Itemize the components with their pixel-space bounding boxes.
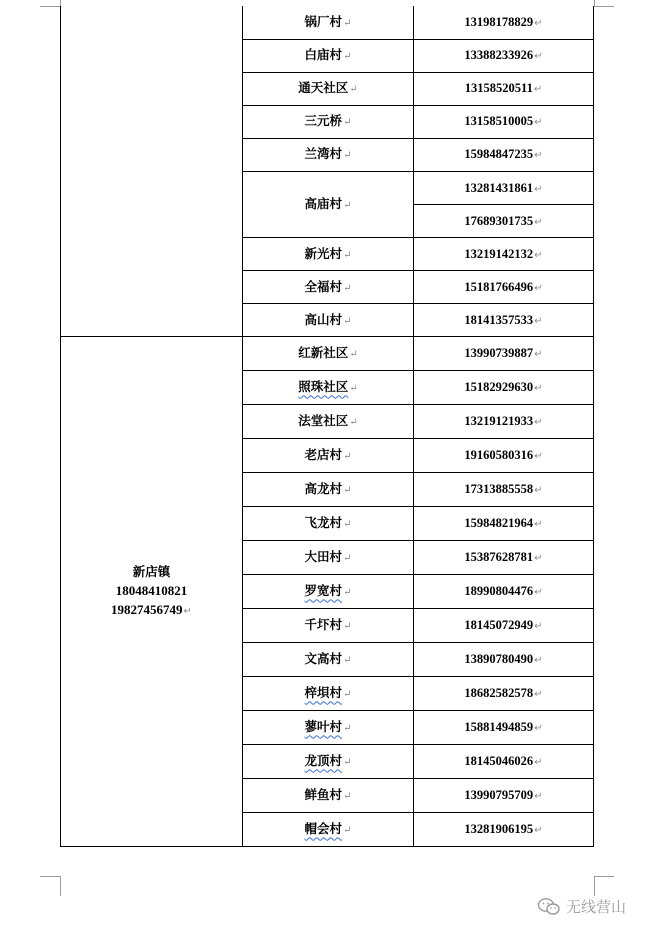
paragraph-mark: ↵: [534, 383, 543, 395]
phone-cell: [414, 337, 594, 371]
phone-cell: [414, 677, 594, 711]
paragraph-mark: ↵: [343, 587, 352, 599]
village-name: 大田村: [304, 549, 343, 565]
village-name-cell: [243, 238, 414, 271]
paragraph-mark: ↵: [343, 757, 352, 769]
town-phone-text: 19827456749: [111, 602, 183, 618]
village-name-cell: [243, 779, 414, 813]
village-name: 红新社区: [298, 345, 349, 361]
village-name-cell: [243, 711, 414, 745]
village-name: 帽会村: [304, 821, 343, 837]
village-name: 三元桥: [304, 113, 343, 129]
paragraph-mark: ↵: [534, 485, 543, 497]
town-name: [61, 562, 242, 581]
village-name-cell: [243, 405, 414, 439]
phone-cell: [414, 779, 594, 813]
village-name-cell: [243, 745, 414, 779]
village-name-cell: [243, 507, 414, 541]
phone-cell: [414, 813, 594, 847]
paragraph-mark: ↵: [534, 553, 543, 565]
paragraph-mark: ↵: [343, 200, 352, 212]
phone-cell: [414, 105, 594, 138]
paragraph-mark: ↵: [343, 17, 352, 29]
phone-number: 13198178829: [464, 14, 534, 29]
phone-cell: [414, 405, 594, 439]
village-name: 蓼叶村: [304, 719, 343, 735]
paragraph-mark: ↵: [534, 117, 543, 129]
phone-number: 13158520511: [464, 81, 533, 96]
phone-cell: [414, 72, 594, 105]
village-name: 高庙村: [304, 196, 343, 212]
village-name: 新光村: [304, 245, 343, 261]
phone-number: 15881494859: [464, 720, 534, 735]
village-contact-table: [60, 6, 594, 847]
paragraph-mark: ↵: [534, 655, 543, 667]
village-name: 梓垻村: [304, 685, 343, 701]
village-name: 通天社区: [298, 80, 349, 96]
paragraph-mark: ↵: [534, 349, 543, 361]
watermark: [537, 896, 626, 917]
village-name: 千圷村: [304, 617, 343, 633]
phone-number: 18145046026: [464, 754, 534, 769]
phone-cell: [414, 439, 594, 473]
village-name-cell: [243, 72, 414, 105]
village-name: 法堂社区: [298, 413, 349, 429]
phone-cell: [414, 39, 594, 72]
paragraph-mark: ↵: [183, 606, 192, 618]
paragraph-mark: ↵: [343, 519, 352, 531]
paragraph-mark: ↵: [534, 723, 543, 735]
phone-number: 13219121933: [464, 414, 534, 429]
paragraph-mark: ↵: [533, 84, 543, 96]
paragraph-mark: ↵: [534, 417, 543, 429]
phone-number: 13890780490: [464, 652, 534, 667]
paragraph-mark: ↵: [343, 51, 352, 63]
paragraph-mark: ↵: [534, 451, 543, 463]
phone-cell: [414, 745, 594, 779]
phone-cell: [414, 609, 594, 643]
paragraph-mark: ↵: [343, 451, 352, 463]
phone-number: 13281431861: [464, 180, 534, 195]
paragraph-mark: ↵: [534, 51, 543, 63]
phone-cell: [414, 271, 594, 304]
phone-cell: [414, 473, 594, 507]
phone-number: 13990795709: [464, 788, 534, 803]
paragraph-mark: ↵: [349, 417, 358, 429]
paragraph-mark: ↵: [534, 825, 543, 837]
paragraph-mark: ↵: [534, 249, 543, 261]
paragraph-mark: ↵: [534, 757, 543, 769]
village-name-cell: [243, 371, 414, 405]
paragraph-mark: ↵: [534, 17, 543, 29]
phone-cell: [414, 371, 594, 405]
village-name-cell: [243, 271, 414, 304]
phone-cell: [414, 643, 594, 677]
table-row: [61, 337, 594, 371]
town-phone: [61, 600, 242, 621]
phone-number: 18990804476: [464, 584, 534, 599]
paragraph-mark: ↵: [534, 519, 543, 531]
village-name-cell: [243, 337, 414, 371]
paragraph-mark: ↵: [343, 723, 352, 735]
village-name: 高龙村: [304, 481, 343, 497]
town-cell: [61, 6, 243, 337]
paragraph-mark: ↵: [349, 349, 358, 361]
paragraph-mark: ↵: [349, 383, 358, 395]
paragraph-mark: ↵: [534, 183, 543, 195]
phone-number: 18682582578: [464, 686, 534, 701]
paragraph-mark: ↵: [349, 84, 358, 96]
phone-number: 15387628781: [464, 550, 534, 565]
paragraph-mark: ↵: [343, 282, 352, 294]
paragraph-mark: ↵: [534, 282, 543, 294]
village-name: 高山村: [304, 311, 343, 327]
paragraph-mark: ↵: [534, 791, 543, 803]
village-name-cell: [243, 813, 414, 847]
paragraph-mark: ↵: [534, 621, 543, 633]
phone-number: 15984847235: [464, 147, 534, 162]
village-name-cell: [243, 39, 414, 72]
phone-number: 13219142132: [464, 246, 534, 261]
phone-cell: [414, 205, 594, 238]
paragraph-mark: ↵: [343, 655, 352, 667]
phone-cell: [414, 6, 594, 39]
paragraph-mark: ↵: [343, 117, 352, 129]
phone-cell: [414, 507, 594, 541]
town-phone: [61, 581, 242, 600]
paragraph-mark: ↵: [343, 150, 352, 162]
phone-number: 19160580316: [464, 448, 534, 463]
phone-cell: [414, 171, 594, 204]
village-name: 鲜鱼村: [304, 787, 343, 803]
village-name-cell: [243, 6, 414, 39]
phone-cell: [414, 238, 594, 271]
table-row: [61, 6, 594, 39]
paragraph-mark: ↵: [343, 553, 352, 565]
paragraph-mark: ↵: [534, 689, 543, 701]
village-name: 全福村: [304, 278, 343, 294]
phone-number: 13158510005: [464, 114, 534, 129]
phone-cell: [414, 575, 594, 609]
village-name-cell: [243, 575, 414, 609]
village-name: 白庙村: [304, 47, 343, 63]
phone-number: 18145072949: [464, 618, 534, 633]
village-name: 老店村: [304, 447, 343, 463]
village-name: 锅厂村: [304, 13, 343, 29]
phone-number: 13388233926: [464, 48, 534, 63]
village-name: 飞龙村: [304, 515, 343, 531]
phone-cell: [414, 304, 594, 337]
village-name-cell: [243, 105, 414, 138]
village-name: 兰湾村: [304, 146, 343, 162]
paragraph-mark: ↵: [343, 249, 352, 261]
village-name-cell: [243, 643, 414, 677]
paragraph-mark: ↵: [534, 315, 543, 327]
watermark-text: 无线营山: [565, 898, 626, 916]
town-phone-text: 18048410821: [115, 583, 188, 599]
paragraph-mark: ↵: [534, 216, 543, 228]
phone-number: 15984821964: [464, 516, 534, 531]
table-body: [61, 6, 594, 847]
phone-number: 18141357533: [464, 312, 534, 327]
paragraph-mark: ↵: [343, 791, 352, 803]
village-name: 照珠社区: [298, 379, 349, 395]
village-name-cell: [243, 609, 414, 643]
paragraph-mark: ↵: [534, 587, 543, 599]
village-name-cell: [243, 473, 414, 507]
village-name-cell: [243, 138, 414, 171]
phone-number: 17313885558: [464, 482, 534, 497]
paragraph-mark: ↵: [343, 689, 352, 701]
town-name-text: 新店镇: [132, 564, 171, 580]
phone-number: 17689301735: [464, 213, 534, 228]
phone-cell: [414, 541, 594, 575]
paragraph-mark: ↵: [343, 485, 352, 497]
wechat-icon: [537, 897, 561, 917]
phone-cell: [414, 138, 594, 171]
paragraph-mark: ↵: [534, 150, 543, 162]
village-name-cell: [243, 677, 414, 711]
paragraph-mark: ↵: [343, 825, 352, 837]
village-name: 罗宽村: [304, 583, 343, 599]
paragraph-mark: ↵: [343, 315, 352, 327]
phone-number: 15181766496: [464, 279, 534, 294]
village-name: 龙顶村: [304, 753, 343, 769]
phone-number: 15182929630: [464, 380, 534, 395]
village-name: 文高村: [304, 651, 343, 667]
village-name-cell: [243, 171, 414, 237]
village-name-cell: [243, 304, 414, 337]
town-cell: [61, 337, 243, 847]
phone-cell: [414, 711, 594, 745]
phone-number: 13990739887: [464, 346, 534, 361]
paragraph-mark: ↵: [343, 621, 352, 633]
village-name-cell: [243, 439, 414, 473]
phone-number: 13281906195: [464, 822, 534, 837]
village-name-cell: [243, 541, 414, 575]
